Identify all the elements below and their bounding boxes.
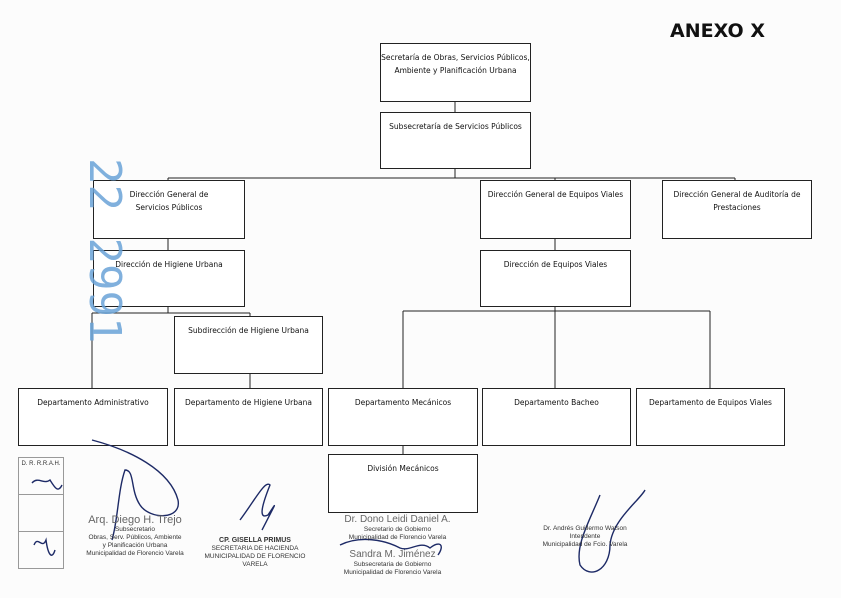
signer-title: SECRETARIA DE HACIENDA (211, 545, 299, 552)
node-dg-servicios: Dirección General de Servicios Públicos (93, 180, 245, 239)
node-subdir-higiene: Subdirección de Higiene Urbana (174, 316, 323, 374)
node-depto-higiene: Departamento de Higiene Urbana (174, 388, 323, 446)
signer-title: Municipalidad de Florencio Varela (348, 534, 447, 541)
signature-block-jimenez (330, 549, 455, 577)
signer-title: Municipalidad de Florencio Varela (86, 550, 184, 557)
node-depto-mecanicos: Departamento Mecánicos (328, 388, 478, 446)
node-dg-auditoria: Dirección General de Auditoría de Prestaciones (662, 180, 812, 239)
initials-icon-1 (32, 480, 62, 489)
node-secretaria: Secretaría de Obras, Servicios Públicos, Ambiente y Planificación Urbana (380, 43, 531, 102)
node-dir-equipos: Dirección de Equipos Viales (480, 250, 631, 307)
signer-name: Arq. Diego H. Trejo (88, 514, 182, 526)
signer-title: Municipalidad de Fcio. Varela (542, 541, 628, 548)
signature-block-trejo (70, 514, 200, 558)
signature-primus-icon (240, 484, 274, 530)
initials-icon-2 (34, 540, 55, 555)
signature-block-watson (525, 525, 645, 549)
signer-title: y Planificación Urbana (102, 542, 168, 549)
signature-block-daniel (335, 514, 460, 542)
signer-title: Subsecretaria de Gobierno (353, 561, 432, 568)
signer-title: Subsecretario (114, 526, 156, 533)
form-label: D. R. R.R.A.H. (19, 458, 63, 495)
node-depto-admin: Departamento Administrativo (18, 388, 168, 446)
node-div-mecanicos: División Mecánicos (328, 454, 478, 513)
node-subsecretaria: Subsecretaría de Servicios Públicos (380, 112, 531, 169)
node-depto-equipos: Departamento de Equipos Viales (636, 388, 785, 446)
signer-title: Municipalidad de Florencio Varela (343, 569, 442, 576)
annex-title: ANEXO X (670, 20, 765, 42)
node-depto-bacheo: Departamento Bacheo (482, 388, 631, 446)
signer-title: Intendente (569, 533, 601, 540)
signer-name: Dr. Dono Leidi Daniel A. (344, 514, 451, 525)
signature-block-primus (200, 537, 310, 569)
svg-text:22 2991: 22 2991 (79, 158, 130, 344)
node-dir-higiene: Dirección de Higiene Urbana (93, 250, 245, 307)
signer-name: CP. GISELLA PRIMUS (219, 537, 291, 544)
node-dg-equipos: Dirección General de Equipos Viales (480, 180, 631, 239)
signer-title: MUNICIPALIDAD DE FLORENCIO VARELA (204, 553, 306, 568)
signer-name: Dr. Andrés Guillermo Watson (543, 525, 627, 532)
signer-title: Obras, Serv. Públicos, Ambiente (88, 534, 182, 541)
signer-name: Sandra M. Jiménez (349, 549, 436, 560)
signer-title: Secretario de Gobierno (363, 526, 432, 533)
